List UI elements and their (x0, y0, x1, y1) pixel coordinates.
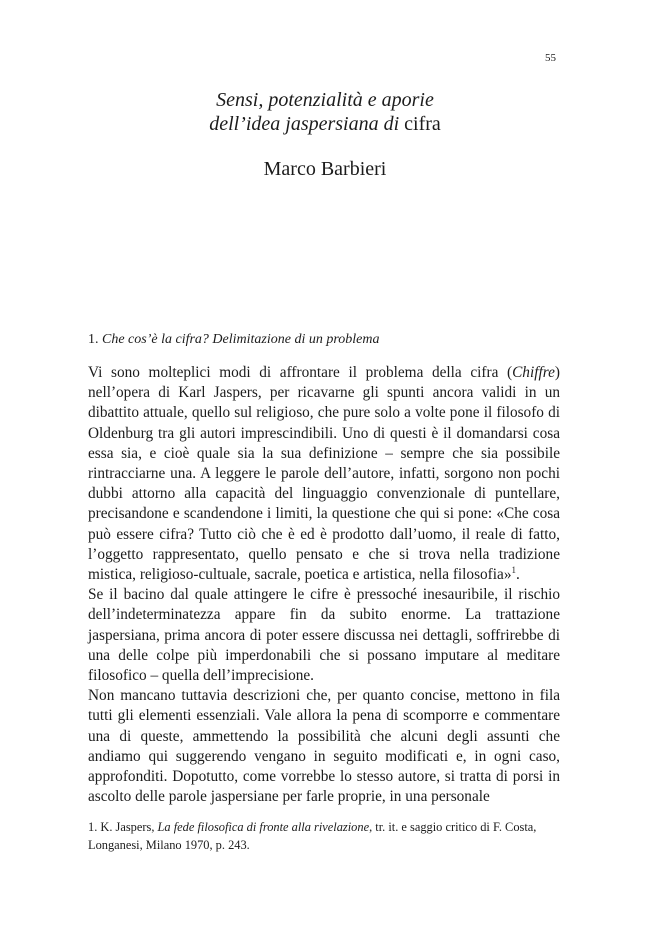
title-line-2-plain: cifra (404, 113, 441, 135)
page-number: 55 (545, 52, 556, 64)
title-line-2 (0, 112, 650, 136)
paragraph-1-part-d: . (515, 566, 520, 584)
section-heading (88, 332, 380, 348)
paragraph-1 (88, 363, 560, 585)
paragraph-1-part-a: Vi sono molteplici modi di affrontare il problema della cifra ( (88, 364, 513, 381)
article-title (0, 88, 650, 136)
paragraph-2: Se il bacino dal quale attingere le cifre è pressoché inesauribile, il rischio dell’indeterminatezza appare fin da subito enorme. La trattazione jaspersiana, prima ancora di poter essere discussa nei dettagli, soffrirebbe di una delle colpe più imperdonabili che si possano imputare al meditare filosofico – quella dell’imprecisione. (88, 586, 560, 685)
section-title: Che cos’è la cifra? Delimitazione di un problema (102, 332, 380, 347)
footnote-reference[interactable]: 1 (511, 564, 516, 575)
body-text (88, 363, 560, 807)
title-line-1: Sensi, potenzialità e aporie (216, 89, 434, 111)
footnote-work-title: La fede filosofica di fronte alla rivelazione (157, 820, 370, 834)
title-line-2-italic: dell’idea jaspersiana di (209, 113, 400, 135)
footnote (88, 818, 560, 854)
paragraph-1-part-c: ) nell’opera di Karl Jaspers, per ricavarne gli spunti ancora validi in un dibattito attuale, quello sul religioso, che pure solo a volte pone il filosofo di Oldenburg tra gli autori imprescindibili. Uno di questi è il domandarsi cosa essa sia, e cioè quale sia la sua definizione – sempre che sia possibile rintracciarne una. A leggere le parole dell’autore, infatti, sorgono non pochi dubbi attorno alla capacità del linguaggio convenzionale di puntellare, precisandone e scandendone i limiti, la questione che qui si pone: «Che cosa può essere cifra? Tutto ciò che è ed è prodotto dall’uomo, il reale di fatto, l’oggetto rappresentato, quello pensato e che si trova nella tradizione mistica, religioso-cultuale, sacrale, poetica e artistica, nella filosofia» (88, 364, 560, 584)
paragraph-3: Non mancano tuttavia descrizioni che, per quanto concise, mettono in fila tutti gli elementi essenziali. Vale allora la pena di scomporre e commentare una di queste, ammettendo la possibilità che alcuni degli assunti che andiamo qui suggerendo vengano in seguito modificati e, in ogni caso, approfonditi. Dopotutto, come vorrebbe lo stesso autore, si tratta di porsi in ascolto delle parole jaspersiane per farle proprie, in una personale (88, 687, 560, 806)
section-number: 1. (88, 332, 99, 347)
footnote-label: 1. K. Jaspers, (88, 820, 155, 834)
paragraph-1-term: Chiffre (512, 364, 555, 381)
author-name: Marco Barbieri (263, 158, 387, 180)
footnote-rest: , tr. it. e saggio critico di F. Costa, Longanesi, Milano 1970, p. 243. (88, 820, 537, 852)
